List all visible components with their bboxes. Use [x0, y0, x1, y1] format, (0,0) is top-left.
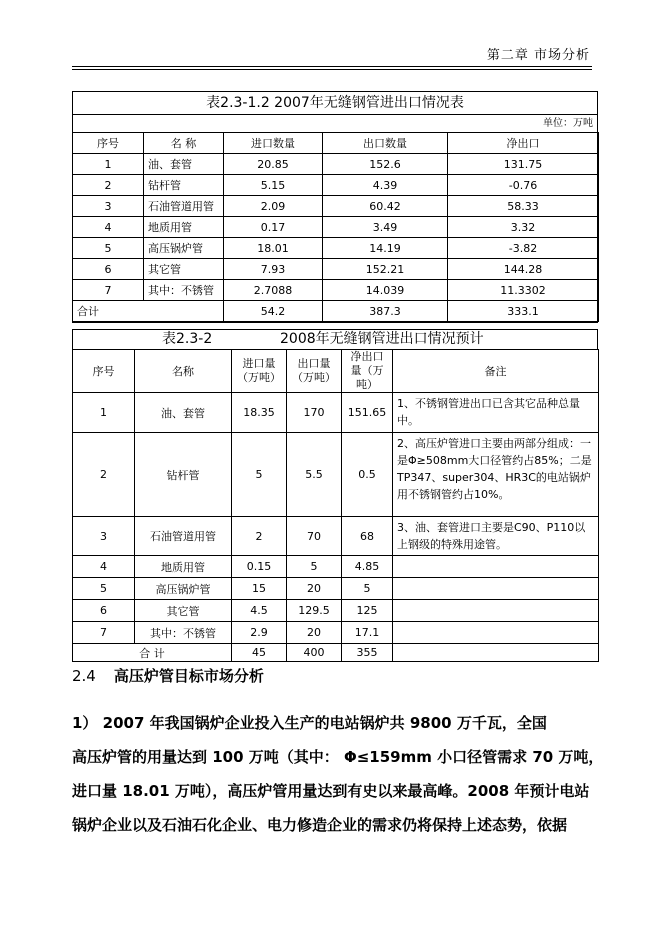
table2-cell: 2 [73, 433, 135, 517]
table2-cell: 6 [73, 600, 135, 622]
table1-cell: 14.039 [323, 280, 448, 301]
table1-cell: 60.42 [323, 196, 448, 217]
table-2008-forecast [72, 329, 598, 662]
table2-total-note [393, 644, 599, 662]
table1-header-row [73, 133, 599, 154]
table2-header-cell: 名称 [135, 350, 232, 393]
table1-cell: 3.32 [448, 217, 599, 238]
table1-total-export: 387.3 [323, 301, 448, 322]
table2-title-text: 2008年无缝钢管进出口情况预计 [280, 331, 484, 347]
table2-header-cell: 序号 [73, 350, 135, 393]
table2-cell: 68 [342, 517, 393, 556]
table1-cell: 钻杆管 [144, 175, 224, 196]
table1-cell: 2 [73, 175, 144, 196]
table2-cell: 170 [287, 393, 342, 433]
table2-cell: 油、套管 [135, 393, 232, 433]
table2-cell: 0.5 [342, 433, 393, 517]
table1-cell: 1 [73, 154, 144, 175]
table2-header-cell: 进口量（万吨） [232, 350, 287, 393]
table2-cell: 5 [287, 556, 342, 578]
table2-cell: 高压锅炉管 [135, 578, 232, 600]
table2-note: 2、高压炉管进口主要由两部分组成：一是Φ≥508mm大口径管约占85%；二是TP347、super304、HR3C的电站锅炉用不锈钢管约占10%。 [393, 433, 599, 517]
table1-cell: 5.15 [224, 175, 323, 196]
table1-cell: 高压锅炉管 [144, 238, 224, 259]
table2-cell: 7 [73, 622, 135, 644]
table-row [73, 393, 599, 433]
table2-note [393, 578, 599, 600]
table1-cell: 18.01 [224, 238, 323, 259]
table2-header-row [73, 350, 599, 393]
header-rule [72, 66, 592, 67]
table2-cell: 20 [287, 622, 342, 644]
table-row [73, 238, 599, 259]
table1-cell: 7.93 [224, 259, 323, 280]
table-row [73, 517, 599, 556]
body-paragraph [72, 706, 604, 842]
table2-cell: 4 [73, 556, 135, 578]
table2-cell: 4.85 [342, 556, 393, 578]
table2-cell: 5 [232, 433, 287, 517]
table1-cell: 144.28 [448, 259, 599, 280]
table2-cell: 129.5 [287, 600, 342, 622]
paragraph-line: 1） 2007 年我国锅炉企业投入生产的电站锅炉共 9800 万千瓦，全国 [72, 714, 547, 732]
table2-note [393, 556, 599, 578]
table2-cell: 其它管 [135, 600, 232, 622]
table2-total-row [73, 644, 599, 662]
table2-cell: 70 [287, 517, 342, 556]
section-number: 2.4 [72, 667, 96, 685]
table-row [73, 217, 599, 238]
table1-cell: 58.33 [448, 196, 599, 217]
table1-cell: 7 [73, 280, 144, 301]
table2-total-net: 355 [342, 644, 393, 662]
table-row [73, 154, 599, 175]
table-row [73, 280, 599, 301]
table1-cell: 石油管道用管 [144, 196, 224, 217]
paragraph-line: 高压炉管的用量达到 100 万吨（其中： Φ≤159mm 小口径管需求 70 万吨， [72, 748, 604, 766]
table2-cell: 20 [287, 578, 342, 600]
table-row [73, 556, 599, 578]
table-row [73, 578, 599, 600]
table2-header-cell: 出口量（万吨） [287, 350, 342, 393]
table1-cell: 5 [73, 238, 144, 259]
table1-total-net: 333.1 [448, 301, 599, 322]
table1-cell: 20.85 [224, 154, 323, 175]
table1-unit: 单位：万吨 [543, 118, 593, 129]
table1-cell: 6 [73, 259, 144, 280]
table2-note [393, 622, 599, 644]
table2-cell: 17.1 [342, 622, 393, 644]
table-row [73, 175, 599, 196]
table1-cell: 3.49 [323, 217, 448, 238]
table2-cell: 5 [73, 578, 135, 600]
page-header-chapter: 第二章 市场分析 [486, 48, 590, 63]
table1-cell: 152.6 [323, 154, 448, 175]
table1-header-cell: 进口数量 [224, 133, 323, 154]
table2-note [393, 600, 599, 622]
table1-header-cell: 名 称 [144, 133, 224, 154]
table2-note: 3、油、套管进口主要是C90、P110以上钢级的特殊用途管。 [393, 517, 599, 556]
table1-cell: 0.17 [224, 217, 323, 238]
table-row [73, 196, 599, 217]
table2-cell: 其中：不锈管 [135, 622, 232, 644]
table2-cell: 0.15 [232, 556, 287, 578]
table2-cell: 4.5 [232, 600, 287, 622]
table1-grid [72, 132, 599, 322]
table1-total-row [73, 301, 599, 322]
table1-title: 表2.3-1.2 2007年无缝钢管进出口情况表 [73, 92, 597, 115]
table1-header-cell: 出口数量 [323, 133, 448, 154]
table2-total-label: 合 计 [73, 644, 232, 662]
table2-cell: 5 [342, 578, 393, 600]
table1-cell: 131.75 [448, 154, 599, 175]
table2-cell: 石油管道用管 [135, 517, 232, 556]
table2-cell: 地质用管 [135, 556, 232, 578]
table2-cell: 3 [73, 517, 135, 556]
table2-cell: 18.35 [232, 393, 287, 433]
table2-total-import: 45 [232, 644, 287, 662]
table1-cell: 2.09 [224, 196, 323, 217]
table2-cell: 2.9 [232, 622, 287, 644]
table2-cell: 1 [73, 393, 135, 433]
table-row [73, 622, 599, 644]
table-row [73, 433, 599, 517]
table1-cell: -0.76 [448, 175, 599, 196]
table1-total-import: 54.2 [224, 301, 323, 322]
table1-cell: 152.21 [323, 259, 448, 280]
table2-cell: 15 [232, 578, 287, 600]
section-title: 高压炉管目标市场分析 [113, 667, 264, 685]
table1-cell: 4 [73, 217, 144, 238]
table2-header-cell: 净出口量（万吨） [342, 350, 393, 393]
paragraph-line: 进口量 18.01 万吨），高压炉管用量达到有史以来最高峰。2008 年预计电站 [72, 782, 590, 800]
table1-cell: 2.7088 [224, 280, 323, 301]
table1-header-cell: 序号 [73, 133, 144, 154]
table2-cell: 125 [342, 600, 393, 622]
table2-note: 1、不锈钢管进出口已含其它品种总量中。 [393, 393, 599, 433]
table1-cell: 油、套管 [144, 154, 224, 175]
section-heading [72, 665, 264, 686]
table1-total-label: 合计 [73, 301, 224, 322]
table1-cell: 地质用管 [144, 217, 224, 238]
table2-total-export: 400 [287, 644, 342, 662]
table1-cell: 11.3302 [448, 280, 599, 301]
table1-cell: 其中：不锈管 [144, 280, 224, 301]
table2-header-cell: 备注 [393, 350, 599, 393]
table2-title-number: 表2.3-2 [162, 331, 213, 347]
table1-cell: 3 [73, 196, 144, 217]
table2-cell: 5.5 [287, 433, 342, 517]
header-rule-thin [72, 69, 592, 70]
table2-cell: 2 [232, 517, 287, 556]
table1-header-cell: 净出口 [448, 133, 599, 154]
table1-cell: -3.82 [448, 238, 599, 259]
table-row [73, 259, 599, 280]
paragraph-line: 锅炉企业以及石油石化企业、电力修造企业的需求仍将保持上述态势，依据 [72, 816, 568, 834]
table1-cell: 其它管 [144, 259, 224, 280]
table-row [73, 600, 599, 622]
table1-cell: 14.19 [323, 238, 448, 259]
table2-cell: 151.65 [342, 393, 393, 433]
table1-cell: 4.39 [323, 175, 448, 196]
table2-cell: 钻杆管 [135, 433, 232, 517]
table-2007-import-export [72, 91, 598, 323]
table2-title [72, 329, 598, 349]
table2-grid [72, 349, 599, 662]
